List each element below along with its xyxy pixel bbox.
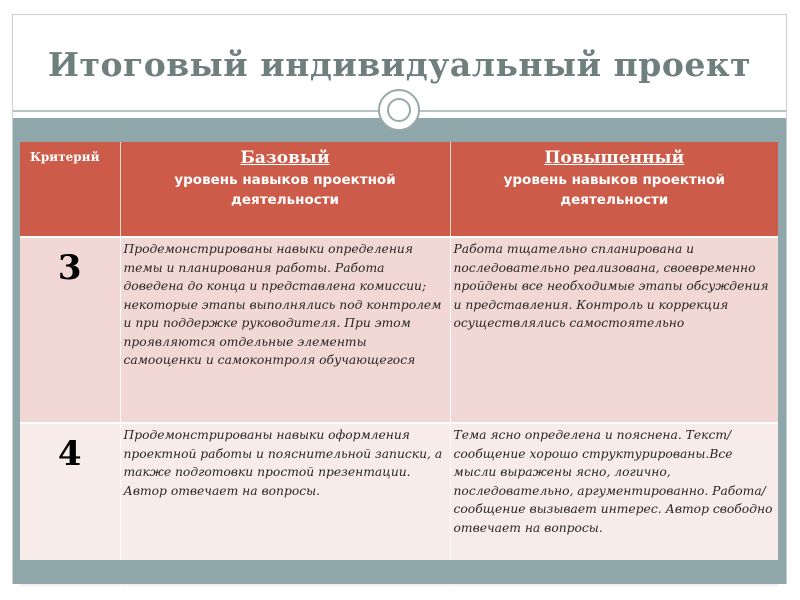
header-basic-title: Базовый — [240, 148, 330, 168]
criteria-table — [20, 142, 778, 586]
header-basic-subtitle: уровень навыков проектной деятельности — [174, 172, 396, 208]
circle-emblem-inner — [387, 98, 411, 122]
row-basic-description: Продемонстрированы навыки определения темы и планирования работы. Работа доведена до конца и представлена комиссии; некоторые этапы выполнялись под контролем и при поддержке руководителя. При этом проявляются отдельные элементы самооценки и самоконтроля обучающегося — [120, 237, 450, 423]
header-advanced-title: Повышенный — [544, 148, 685, 168]
table-header-row — [20, 142, 778, 237]
bottom-strip — [13, 560, 786, 584]
slide-title: Итоговый индивидуальный проект — [47, 45, 752, 84]
circle-emblem-icon — [378, 89, 420, 131]
row-basic-description: Продемонстрированы навыки оформления проектной работы и пояснительной записки, а также подготовки простой презентации. Автор отвечает на вопросы. — [120, 423, 450, 586]
row-score: 3 — [20, 237, 120, 423]
row-score: 4 — [20, 423, 120, 586]
row-advanced-description: Работа тщательно спланирована и последовательно реализована, своевременно пройдены все необходимые этапы обсуждения и представления. Контроль и коррекция осуществлялись самостоятельно — [450, 237, 778, 423]
header-advanced-subtitle: уровень навыков проектной деятельности — [503, 172, 725, 208]
row-advanced-description: Тема ясно определена и пояснена. Текст/сообщение хорошо структурированы.Все мысли выражены ясно, логично, последовательно, аргументированно. Работа/сообщение вызывает интерес. Автор свободно отвечает на вопросы. — [450, 423, 778, 586]
table-row — [20, 237, 778, 423]
header-advanced — [450, 142, 778, 237]
header-criterion: Критерий — [20, 142, 120, 237]
header-basic — [120, 142, 450, 237]
